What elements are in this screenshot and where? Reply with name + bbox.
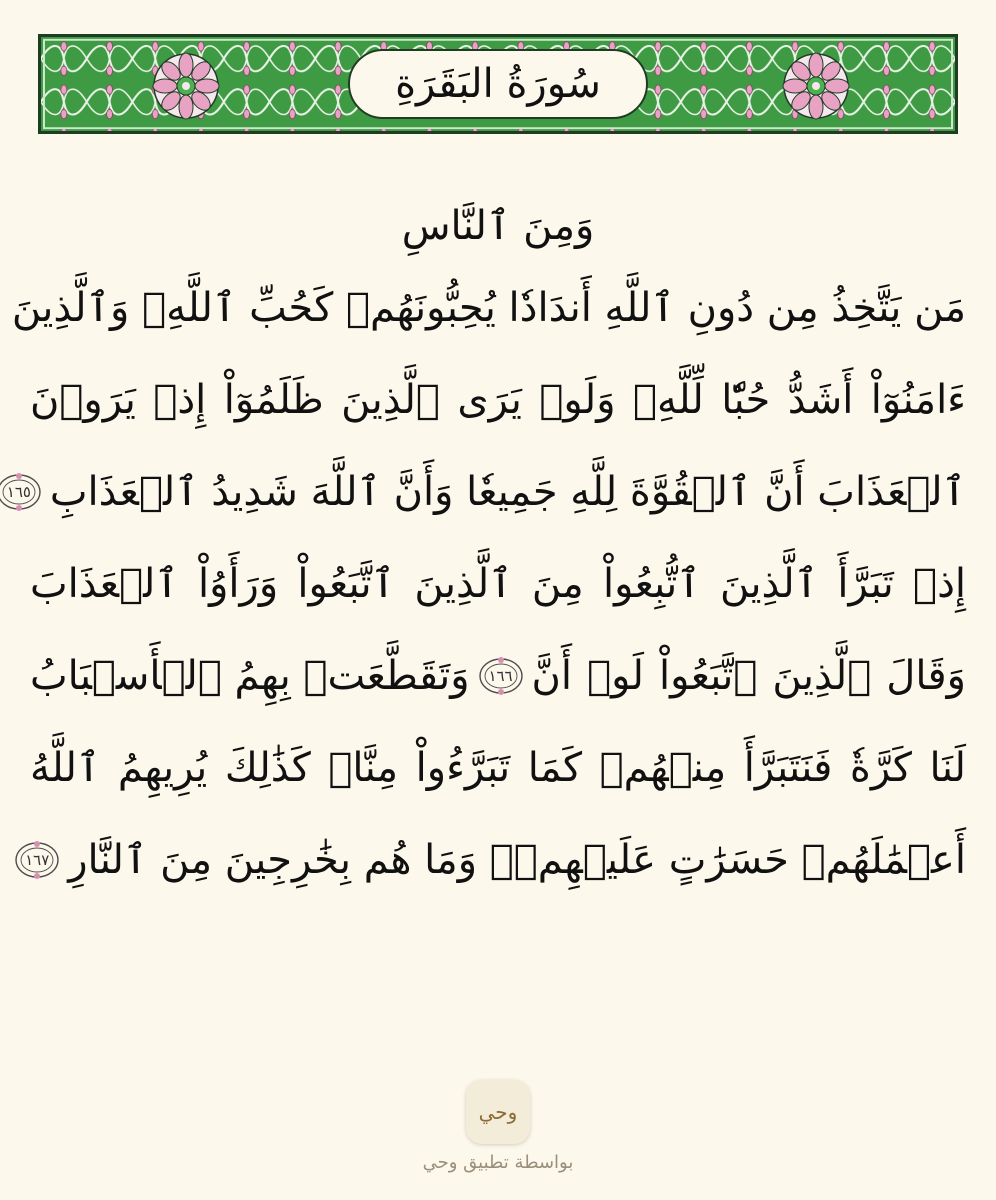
- ayah-number: ١٦٧: [25, 851, 50, 869]
- verse-line-text: وَمِنَ ٱلنَّاسِ: [401, 203, 595, 249]
- wahy-app-logo: [466, 1080, 530, 1144]
- ayah-number: ١٦٦: [488, 667, 513, 685]
- verse-line-3: [30, 354, 966, 446]
- verse-line-6: [30, 630, 966, 722]
- verse-line-7: [30, 722, 966, 814]
- verse-line-text: وَقَالَ ٱلَّذِينَ ٱتَّبَعُواْ لَوۡ أَنَّ: [531, 653, 966, 699]
- verse-line-8: [25, 814, 966, 906]
- verse-line-text: مَن يَتَّخِذُ مِن دُونِ ٱللَّهِ أَندَادٗا يُحِبُّونَهُمۡ كَحُبِّ ٱللَّهِۖ وَٱلَّذِينَ: [11, 285, 966, 331]
- verse-line-text: ءَامَنُوٓاْ أَشَدُّ حُبّٗا لِّلَّهِۗ وَلَوۡ يَرَى ٱلَّذِينَ ظَلَمُوٓاْ إِذۡ يَرَوۡنَ: [30, 377, 966, 423]
- verse-text-block: [6, 190, 966, 906]
- left-rosette-icon: [151, 51, 221, 121]
- verse-line-2: [11, 262, 966, 354]
- ayah-number: ١٦٥: [6, 483, 31, 501]
- ayah-number-marker: [0, 472, 42, 512]
- verse-line-text: إِذۡ تَبَرَّأَ ٱلَّذِينَ ٱتُّبِعُواْ مِنَ ٱلَّذِينَ ٱتَّبَعُواْ وَرَأَوُاْ ٱلۡعَذَابَ: [30, 561, 966, 607]
- verse-line-4: [6, 446, 966, 538]
- verse-line-text: لَنَا كَرَّةٗ فَنَتَبَرَّأَ مِنۡهُمۡ كَمَا تَبَرَّءُواْ مِنَّاۗ كَذَٰلِكَ يُرِيهِمُ ٱللَّهُ: [30, 745, 966, 791]
- verse-line-text: وَتَقَطَّعَتۡ بِهِمُ ٱلۡأَسۡبَابُ: [30, 653, 470, 699]
- surah-title: سُورَةُ البَقَرَةِ: [395, 61, 601, 107]
- verse-line-text: ٱلۡعَذَابَ أَنَّ ٱلۡقُوَّةَ لِلَّهِ جَمِيعٗا وَأَنَّ ٱللَّهَ شَدِيدُ ٱلۡعَذَابِ: [49, 469, 966, 515]
- verse-line-5: [30, 538, 966, 630]
- right-rosette-icon: [781, 51, 851, 121]
- verse-line-text: أَعۡمَٰلَهُمۡ حَسَرَٰتٍ عَلَيۡهِمۡۖ وَمَا هُم بِخَٰرِجِينَ مِنَ ٱلنَّارِ: [68, 837, 966, 883]
- wahy-logo-text: وحي: [478, 1100, 518, 1124]
- surah-header-frame: [38, 34, 958, 134]
- footer-caption: بواسطة تطبيق وحي: [422, 1152, 574, 1173]
- ayah-number-marker: [14, 840, 60, 880]
- ayah-number-marker: [478, 656, 524, 696]
- verse-line-1: [30, 190, 966, 262]
- surah-title-plate: [348, 49, 648, 119]
